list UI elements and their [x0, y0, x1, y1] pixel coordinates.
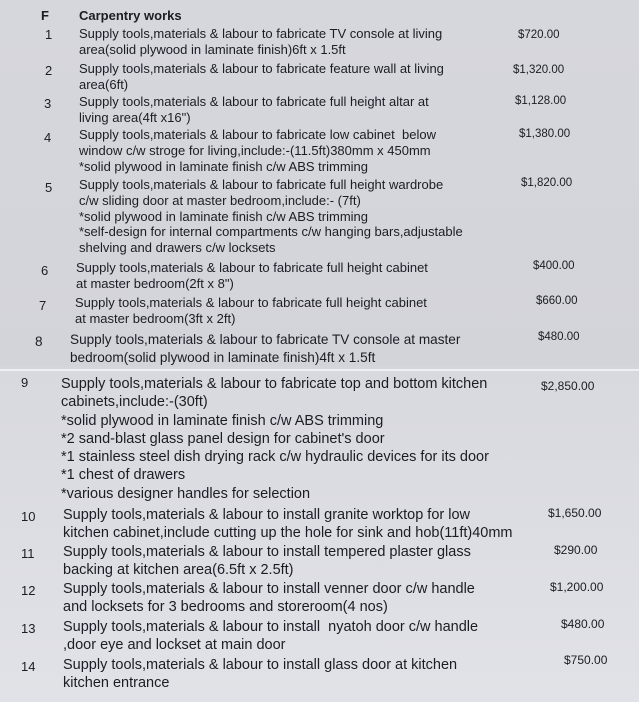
- item-description-line: *solid plywood in laminate finish c/w ABS trimming: [79, 208, 369, 224]
- item-description-line: Supply tools,materials & labour to fabricate TV console at master: [70, 332, 461, 347]
- item-description-line: area(solid plywood in laminate finish)6ft x 1.5ft: [79, 41, 346, 57]
- item-description-line: Supply tools,materials & labour to install nyatoh door c/w handle: [63, 619, 479, 635]
- item-number: 6: [41, 263, 49, 278]
- item-number: 4: [44, 130, 52, 145]
- item-number: 12: [21, 583, 36, 598]
- item-description-line: cabinets,include:-(30ft): [61, 394, 208, 411]
- item-description-line: *2 sand-blast glass panel design for cabinet's door: [61, 430, 385, 447]
- item-number: 8: [35, 334, 43, 349]
- item-description-line: *1 stainless steel dish drying rack c/w hydraulic devices for its door: [61, 449, 489, 466]
- item-description-line: kitchen entrance: [63, 675, 170, 692]
- item-description-line: Supply tools,materials & labour to fabricate TV console at living: [79, 26, 443, 41]
- item-description-line: and locksets for 3 bedrooms and storeroom(4 nos): [63, 599, 388, 616]
- item-number: 3: [44, 96, 52, 111]
- item-number: 2: [45, 63, 53, 78]
- item-description-line: Supply tools,materials & labour to fabricate low cabinet below: [79, 127, 436, 142]
- item-description-line: kitchen cabinet,include cutting up the hole for sink and hob(11ft)40mm: [63, 525, 513, 542]
- item-price: $1,320.00: [513, 64, 565, 76]
- item-price: $1,650.00: [548, 506, 602, 520]
- item-number: 11: [21, 546, 35, 561]
- item-price: $1,380.00: [519, 128, 571, 140]
- item-description-line: Supply tools,materials & labour to install granite worktop for low: [63, 507, 470, 523]
- item-description-line: *solid plywood in laminate finish c/w ABS trimming: [79, 158, 369, 174]
- item-number: 10: [21, 509, 36, 524]
- item-description-line: at master bedroom(3ft x 2ft): [75, 310, 236, 326]
- item-description-line: Supply tools,materials & labour to install venner door c/w handle: [63, 581, 475, 597]
- item-description-line: *various designer handles for selection: [61, 485, 311, 502]
- item-description-line: bedroom(solid plywood in laminate finish)4ft x 1.5ft: [70, 350, 376, 365]
- item-price: $400.00: [533, 260, 575, 272]
- item-price: $1,820.00: [521, 177, 573, 189]
- item-number: 9: [21, 375, 29, 390]
- item-description-line: *1 chest of drawers: [61, 467, 186, 484]
- item-number: 13: [21, 621, 36, 636]
- item-description-line: *solid plywood in laminate finish c/w ABS trimming: [61, 412, 384, 429]
- item-description-line: Supply tools,materials & labour to install tempered plaster glass: [63, 544, 471, 560]
- item-description-line: living area(4ft x16"): [79, 109, 191, 125]
- item-price: $480.00: [538, 331, 580, 343]
- item-description-line: Supply tools,materials & labour to fabricate top and bottom kitchen: [61, 376, 488, 392]
- item-description-line: at master bedroom(2ft x 8"): [76, 275, 234, 291]
- item-number: 14: [21, 659, 36, 674]
- item-description-line: area(6ft): [79, 76, 129, 92]
- item-description-line: Supply tools,materials & labour to fabricate full height altar at: [79, 94, 429, 109]
- item-description-line: Supply tools,materials & labour to fabricate full height cabinet: [75, 295, 427, 310]
- item-number: 7: [39, 298, 47, 313]
- section-title: Carpentry works: [79, 8, 182, 23]
- item-price: $660.00: [536, 295, 578, 307]
- item-description-line: c/w sliding door at master bedroom,include:- (7ft): [79, 192, 361, 208]
- item-description-line: Supply tools,materials & labour to fabricate feature wall at living: [79, 61, 444, 76]
- item-price: $750.00: [564, 653, 608, 667]
- section-letter: F: [41, 8, 49, 23]
- item-price: $290.00: [554, 543, 598, 557]
- item-number: 5: [45, 180, 53, 195]
- item-price: $480.00: [561, 617, 605, 631]
- page-fold-divider: [0, 369, 639, 371]
- item-price: $1,200.00: [550, 580, 604, 594]
- item-description-line: shelving and drawers c/w locksets: [79, 240, 276, 256]
- item-description-line: *self-design for internal compartments c/w hanging bars,adjustable: [79, 224, 463, 240]
- item-price: $720.00: [518, 29, 560, 41]
- item-description-line: Supply tools,materials & labour to install glass door at kitchen: [63, 657, 458, 673]
- item-description-line: ,door eye and lockset at main door: [63, 637, 286, 654]
- item-description-line: window c/w stroge for living,include:-(11.5ft)380mm x 450mm: [79, 142, 431, 158]
- item-description-line: Supply tools,materials & labour to fabricate full height cabinet: [76, 260, 428, 275]
- item-price: $1,128.00: [515, 95, 567, 107]
- item-description-line: backing at kitchen area(6.5ft x 2.5ft): [63, 562, 294, 579]
- item-number: 1: [45, 27, 53, 42]
- item-price: $2,850.00: [541, 379, 595, 393]
- item-description-line: Supply tools,materials & labour to fabricate full height wardrobe: [79, 177, 444, 192]
